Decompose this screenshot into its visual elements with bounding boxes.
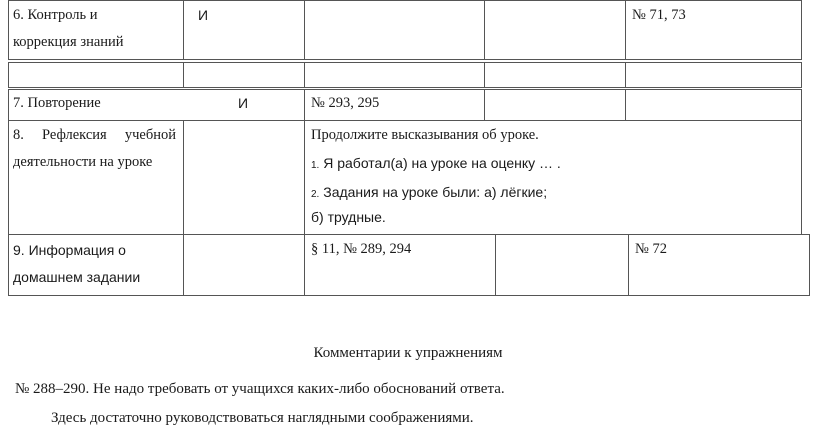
table-border-v [801, 89, 802, 121]
reflection-item-2-num: 2. [311, 189, 320, 200]
table-border-v [495, 234, 496, 296]
table-border-row1-bottom [8, 59, 802, 60]
row8-stage-line2: деятельности на уроке [13, 154, 153, 170]
table-border-v [304, 234, 305, 296]
table-border-row1-top [8, 0, 802, 1]
row7-stage: 7. Повторение [13, 95, 101, 111]
table-border-v [484, 89, 485, 121]
row7-col2: И [238, 95, 249, 111]
reflection-item-1-num: 1. [311, 160, 320, 171]
table-border-v [484, 62, 485, 88]
reflection-item-1 [311, 150, 561, 179]
table-border-v [304, 62, 305, 88]
row9-stage-line2: домашнем задании [13, 269, 141, 285]
reflection-item-1-text: Я работал(а) на уроке на оценку … . [323, 155, 561, 171]
row7-col3: № 293, 295 [311, 95, 380, 111]
table-border-row5-bottom [8, 295, 810, 296]
table-border-row2-bottom [8, 87, 802, 88]
table-border-v [8, 120, 9, 235]
row9-stage-line1: 9. Информация о [13, 242, 126, 258]
row6-stage-line1: 6. Контроль и [13, 7, 98, 23]
table-border-v [183, 0, 184, 60]
table-border-row2-top [8, 62, 802, 63]
table-border-v [801, 62, 802, 88]
table-border-v [809, 234, 810, 296]
table-border-v [625, 0, 626, 60]
table-border-v [8, 89, 9, 121]
row8-stage-word: 8. [13, 127, 24, 143]
table-border-v [304, 89, 305, 121]
row6-stage-line2: коррекция знаний [13, 34, 124, 50]
row9-col5: № 72 [635, 241, 667, 257]
table-border-v [304, 0, 305, 60]
row6-col2: И [198, 7, 209, 23]
table-border-v [801, 0, 802, 60]
table-border-v [183, 234, 184, 296]
table-border-row3-top [8, 89, 802, 90]
row8-stage-word: учебной [124, 127, 176, 143]
row9-col3: § 11, № 289, 294 [311, 241, 412, 257]
reflection-intro: Продолжите высказывания об уроке. [311, 127, 539, 143]
comment-line-2: Здесь достаточно руководствоваться наглядными соображениями. [51, 410, 474, 426]
table-border-v [8, 0, 9, 60]
table-border-v [8, 62, 9, 88]
table-border-row4-top [8, 120, 802, 121]
table-border-v [625, 89, 626, 121]
comment-line-1: № 288–290. Не надо требовать от учащихся каких-либо обоснований ответа. [15, 381, 505, 397]
row6-col5: № 71, 73 [632, 7, 686, 23]
table-border-row5-top [8, 234, 810, 235]
table-border-v [484, 0, 485, 60]
table-border-v [8, 234, 9, 296]
table-border-v [628, 234, 629, 296]
table-border-v [801, 120, 802, 235]
row8-stage-word: Рефлексия [41, 127, 107, 143]
table-border-v [625, 62, 626, 88]
row8-stage-line1 [13, 122, 176, 148]
reflection-item-3: б) трудные. [311, 209, 386, 225]
reflection-item-2-text: Задания на уроке были: а) лёгкие; [323, 184, 548, 200]
table-border-v [183, 62, 184, 88]
comments-title: Комментарии к упражнениям [313, 345, 503, 361]
table-border-v [183, 120, 184, 235]
table-border-v [304, 120, 305, 235]
